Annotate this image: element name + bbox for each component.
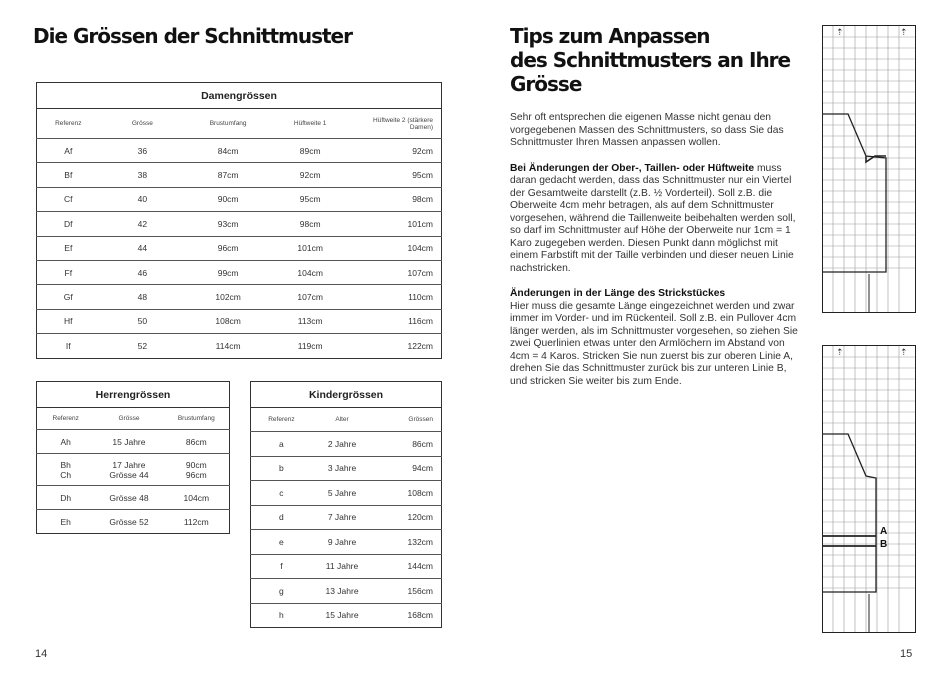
table-cell: g [251,579,312,604]
table-cell: Grösse 52 [94,510,163,534]
table-cell: 17 Jahre Grösse 44 [94,454,163,486]
section-length-changes [510,288,800,388]
table-cell: 13 Jahre [312,579,372,604]
col-header: Alter [335,416,349,423]
table-cell: 98cm [349,187,441,211]
table-cell: 101cm [349,212,441,236]
pattern-outline [822,114,886,272]
table-cell: 5 Jahre [312,481,372,506]
table-cell: 112cm [164,510,230,534]
table-cell: 90cm 96cm [164,454,230,486]
children-sizes-table [250,381,442,628]
table-cell: 119cm [271,334,349,358]
table-row [37,187,442,211]
table-cell: 96cm [185,236,271,260]
table-row [37,430,230,454]
table-cell: 107cm [349,260,441,284]
table-cell: 38 [100,163,185,187]
col-header: Brustumfang [177,415,215,422]
table-cell: 40 [100,187,185,211]
table-cell: Cf [37,187,100,211]
table-cell: 104cm [164,486,230,510]
grid-lines [822,26,916,312]
col-header: Grössen [408,416,433,423]
table-cell: 86cm [372,432,441,457]
table-cell: 102cm [185,285,271,309]
women-sizes-caption: Damengrössen [37,83,442,109]
table-row [37,139,442,163]
table-row [37,334,442,358]
col-header: Hüftweite 1 [293,120,327,127]
section-length-heading: Änderungen in der Länge des Strickstückes [510,288,726,299]
table-cell: 101cm [271,236,349,260]
table-row [251,481,442,506]
table-row [251,603,442,628]
table-cell: c [251,481,312,506]
col-header: Referenz [268,416,295,423]
table-cell: 108cm [185,309,271,333]
table-cell: 95cm [349,163,441,187]
table-cell: Eh [37,510,95,534]
table-cell: 98cm [271,212,349,236]
table-cell: Bf [37,163,100,187]
men-sizes-caption: Herrengrössen [37,382,230,408]
table-cell: 36 [100,139,185,163]
table-cell: Af [37,139,100,163]
pattern-outline [822,434,876,592]
table-cell: 95cm [271,187,349,211]
table-row [37,285,442,309]
arrow-up-icon: ⇡ [836,28,844,38]
table-cell: Grösse 48 [94,486,163,510]
table-cell: 50 [100,309,185,333]
page-number-left: 14 [35,648,48,660]
table-cell: 11 Jahre [312,554,372,579]
table-cell: 144cm [372,554,441,579]
table-cell: a [251,432,312,457]
grid-lines [822,346,916,632]
table-cell: 48 [100,285,185,309]
col-header: Hüftweite 2 (stärkere Damen) [373,116,433,131]
col-header: Referenz [55,120,82,127]
width-adjustment-diagram [822,24,918,314]
table-cell: d [251,505,312,530]
col-header: Grösse [131,120,153,127]
table-cell: 90cm [185,187,271,211]
right-title-line-3: Grösse [510,72,582,96]
table-row [37,309,442,333]
table-cell: 86cm [164,430,230,454]
table-cell: 93cm [185,212,271,236]
table-row [37,163,442,187]
table-cell: 2 Jahre [312,432,372,457]
table-cell: 132cm [372,530,441,555]
table-cell: 52 [100,334,185,358]
table-cell: 94cm [372,456,441,481]
table-cell: b [251,456,312,481]
table-cell: 120cm [372,505,441,530]
table-cell: Bh Ch [37,454,95,486]
table-cell: 114cm [185,334,271,358]
table-cell: 84cm [185,139,271,163]
table-cell: 104cm [349,236,441,260]
table-cell: Df [37,212,100,236]
intro-paragraph: Sehr oft entsprechen die eigenen Masse nicht genau den vorgegebenen Massen des Schnittmusters, so dass Sie das Schnittmuster Ihren Massen anpassen wollen. [510,112,784,148]
table-cell: Hf [37,309,100,333]
table-cell: Gf [37,285,100,309]
table-cell: 42 [100,212,185,236]
arrow-up-icon: ⇡ [900,28,908,38]
section-width-text: muss daran gedacht werden, dass das Schnittmuster nur ein Viertel der Gesamtweite darstellt (z.B. ½ Vorderteil). Soll z.B. die Oberweite 4cm mehr betragen, als auf dem Schnittmuster vorgesehen, während die Taillenweite beibehalten werden soll, so darf im Schnittmuster auf Höhe der Oberweite nur 1cm = 1 Karo zugegeben werden. Diesen Punkt dann möglichst mit einem Farbstift mit der Taille verbinden und dieser neuen Linie nachstricken. [510,162,796,274]
section-length-text: Hier muss die gesamte Länge eingezeichnet werden und zwar immer im Vorder- und im Rückenteil. Soll z.B. ein Pullover 4cm länger werden, als im Schnittmuster vorgesehen, so ziehen Sie zwei Querlinien etwas unter den Armlöchern im Abstand von 4cm = 4 Karos. Stricken Sie nun zuerst bis zur oberen Linie A, drehen Sie das Schnittmuster zurück bis zur unteren Linie B, und stricken Sie weiter bis zum Ende. [510,300,798,387]
table-row [251,530,442,555]
table-cell: 9 Jahre [312,530,372,555]
table-cell: Ff [37,260,100,284]
table-cell: h [251,603,312,628]
right-page-title [510,24,790,96]
table-cell: 7 Jahre [312,505,372,530]
table-cell: e [251,530,312,555]
table-cell: If [37,334,100,358]
table-cell: 110cm [349,285,441,309]
table-cell: 168cm [372,603,441,628]
table-cell: 3 Jahre [312,456,372,481]
table-cell: 107cm [271,285,349,309]
page-number-right: 15 [900,648,913,660]
label-b: B [880,539,888,550]
table-cell: 15 Jahre [312,603,372,628]
table-cell: 15 Jahre [94,430,163,454]
table-cell: 44 [100,236,185,260]
right-title-line-1: Tips zum Anpassen [510,24,710,48]
children-sizes-caption: Kindergrössen [251,382,442,408]
table-row [37,510,230,534]
section-width-changes [510,163,800,276]
arrow-up-icon: ⇡ [900,348,908,358]
body-text [510,112,800,401]
table-cell: 87cm [185,163,271,187]
table-row [37,212,442,236]
table-cell: 92cm [271,163,349,187]
table-cell: 92cm [349,139,441,163]
table-cell: 108cm [372,481,441,506]
table-row [37,486,230,510]
table-row [37,454,230,486]
table-cell: 89cm [271,139,349,163]
length-adjustment-diagram [822,344,918,634]
table-cell: Ef [37,236,100,260]
label-a: A [880,526,888,537]
women-sizes-table [36,82,442,359]
table-row [251,432,442,457]
arrow-up-icon: ⇡ [836,348,844,358]
col-header: Referenz [52,415,79,422]
table-cell: 116cm [349,309,441,333]
table-row [37,236,442,260]
table-cell: f [251,554,312,579]
table-row [251,579,442,604]
table-cell: 156cm [372,579,441,604]
table-cell: Ah [37,430,95,454]
col-header: Grösse [118,415,140,422]
table-cell: 122cm [349,334,441,358]
table-cell: 113cm [271,309,349,333]
table-cell: 99cm [185,260,271,284]
men-sizes-table [36,381,230,534]
table-cell: Dh [37,486,95,510]
table-row [251,505,442,530]
section-width-heading: Bei Änderungen der Ober-, Taillen- oder Hüftweite [510,162,755,174]
table-cell: 104cm [271,260,349,284]
left-page-title: Die Grössen der Schnittmuster [33,24,352,48]
right-title-line-2: des Schnittmusters an Ihre [510,48,791,72]
table-row [37,260,442,284]
table-cell: 46 [100,260,185,284]
col-header: Brustumfang [209,120,247,127]
table-row [251,554,442,579]
table-row [251,456,442,481]
